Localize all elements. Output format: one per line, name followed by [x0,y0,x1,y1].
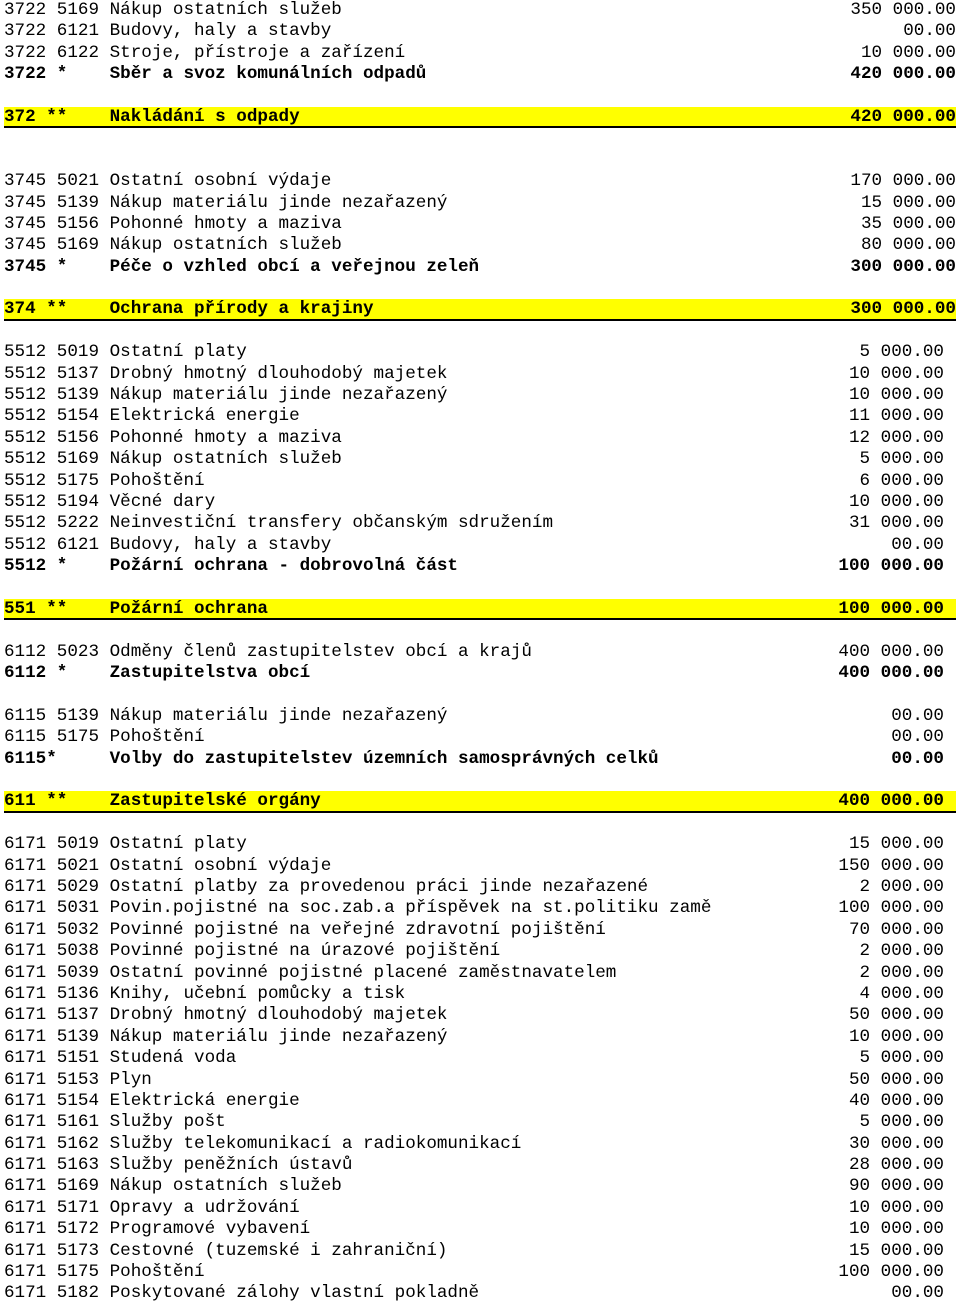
row-description: 3745 5021 Ostatní osobní výdaje [4,171,332,192]
budget-row [4,428,956,449]
row-description: 6171 5171 Opravy a udržování [4,1197,300,1218]
row-amount: 2 000.00 [859,877,944,898]
row-description: 5512 5156 Pohonné hmoty a maziva [4,427,342,448]
row-amount: 300 000.00 [850,256,956,277]
row-description: 6171 5151 Studená voda [4,1048,237,1069]
budget-row [4,1198,956,1219]
budget-row [4,0,956,21]
budget-row [4,43,956,64]
budget-row [4,984,956,1005]
budget-row [4,492,956,513]
budget-row [4,1070,956,1091]
budget-row [4,1005,956,1026]
row-amount: 4 000.00 [859,983,944,1004]
row-amount: 10 000.00 [860,42,956,63]
budget-row [4,1027,956,1048]
budget-row [4,1134,956,1155]
budget-row [4,941,956,962]
budget-row [4,193,956,214]
row-description: 6171 5139 Nákup materiálu jinde nezařazený [4,1026,448,1047]
row-amount: 15 000.00 [860,192,956,213]
spacer [4,86,956,107]
budget-row [4,1283,956,1304]
row-description: 6171 5162 Služby telekomunikací a radiokomunikací [4,1133,522,1154]
budget-row [4,898,956,919]
row-description: 6171 5137 Drobný hmotný dlouhodobý majetek [4,1005,448,1026]
row-amount: 00.00 [903,21,956,42]
spacer [4,620,956,641]
row-amount: 50 000.00 [848,1005,944,1026]
budget-row [4,1241,956,1262]
row-amount: 100 000.00 [838,898,944,919]
row-description: 5512 5154 Elektrická energie [4,406,300,427]
row-amount: 170 000.00 [850,171,956,192]
row-amount: 350 000.00 [850,0,956,20]
row-description: 611 ** Zastupitelské orgány [4,791,321,812]
row-description: 6171 5029 Ostatní platby za provedenou práci jinde nezařazené [4,877,649,898]
row-amount: 40 000.00 [848,1090,944,1111]
spacer [4,813,956,834]
row-amount: 5 000.00 [859,1112,944,1133]
budget-row [4,1155,956,1176]
row-amount: 5 000.00 [859,449,944,470]
row-description: 5512 5019 Ostatní platy [4,342,247,363]
subtotal-row [4,64,956,85]
row-description: 6171 5038 Povinné pojistné na úrazové pojištění [4,941,501,962]
row-amount: 00.00 [891,748,944,769]
group-total-row [4,299,956,320]
budget-row [4,727,956,748]
budget-row [4,214,956,235]
budget-row [4,963,956,984]
budget-row [4,1048,956,1069]
row-amount: 10 000.00 [848,1026,944,1047]
row-description: 3745 5156 Pohonné hmoty a maziva [4,213,342,234]
row-amount: 400 000.00 [838,791,944,812]
row-description: 3722 6121 Budovy, haly a stavby [4,21,332,42]
row-description: 372 ** Nakládání s odpady [4,106,300,127]
row-description: 6171 5169 Nákup ostatních služeb [4,1176,342,1197]
subtotal-row [4,257,956,278]
row-amount: 100 000.00 [838,556,944,577]
budget-row [4,449,956,470]
budget-row [4,1262,956,1283]
row-description: 6171 5163 Služby peněžních ústavů [4,1155,353,1176]
row-description: 6171 5154 Elektrická energie [4,1090,300,1111]
budget-row [4,1091,956,1112]
row-amount: 35 000.00 [860,213,956,234]
row-amount: 100 000.00 [838,598,944,619]
row-amount: 2 000.00 [859,962,944,983]
spacer [4,150,956,171]
row-description: 6115 5139 Nákup materiálu jinde nezařazený [4,705,448,726]
group-total-row [4,791,956,812]
row-amount: 00.00 [891,534,944,555]
row-amount: 5 000.00 [859,1048,944,1069]
row-description: 6171 5172 Programové vybavení [4,1219,311,1240]
budget-row [4,706,956,727]
budget-row [4,856,956,877]
row-description: 5512 5194 Věcné dary [4,491,216,512]
budget-row [4,1219,956,1240]
row-amount: 31 000.00 [848,513,944,534]
row-description: 3745 * Péče o vzhled obcí a veřejnou zeleň [4,256,480,277]
row-amount: 400 000.00 [838,641,944,662]
row-description: 6171 5173 Cestovné (tuzemské i zahraniční) [4,1240,448,1261]
row-description: 5512 6121 Budovy, haly a stavby [4,534,332,555]
budget-row [4,342,956,363]
row-amount: 12 000.00 [848,427,944,448]
row-amount: 10 000.00 [848,1219,944,1240]
budget-row [4,21,956,42]
spacer [4,278,956,299]
budget-row [4,385,956,406]
row-amount: 15 000.00 [848,1240,944,1261]
row-amount: 420 000.00 [850,106,956,127]
budget-row [4,513,956,534]
row-description: 5512 5137 Drobný hmotný dlouhodobý majetek [4,363,448,384]
row-amount: 6 000.00 [859,470,944,491]
row-amount: 90 000.00 [848,1176,944,1197]
row-amount: 00.00 [891,727,944,748]
row-amount: 300 000.00 [850,299,956,320]
spacer [4,321,956,342]
row-description: 6112 5023 Odměny členů zastupitelstev obcí a krajů [4,641,532,662]
row-description: 6171 5039 Ostatní povinné pojistné placené zaměstnavatelem [4,962,617,983]
group-total-row [4,599,956,620]
row-amount: 10 000.00 [848,363,944,384]
row-amount: 5 000.00 [859,342,944,363]
row-amount: 10 000.00 [848,1197,944,1218]
row-amount: 2 000.00 [859,941,944,962]
budget-row [4,834,956,855]
row-description: 6112 * Zastupitelstva obcí [4,663,311,684]
budget-row [4,877,956,898]
row-description: 6171 5031 Povin.pojistné na soc.zab.a příspěvek na st.politiku zamě [4,898,712,919]
row-amount: 28 000.00 [848,1155,944,1176]
row-amount: 150 000.00 [838,855,944,876]
budget-row [4,920,956,941]
row-amount: 10 000.00 [848,491,944,512]
row-description: 6171 5161 Služby pošt [4,1112,226,1133]
budget-row [4,1176,956,1197]
row-description: 3745 5139 Nákup materiálu jinde nezařazený [4,192,448,213]
row-amount: 10 000.00 [848,385,944,406]
row-amount: 100 000.00 [838,1262,944,1283]
budget-row [4,406,956,427]
row-amount: 00.00 [891,705,944,726]
group-total-row [4,107,956,128]
row-amount: 80 000.00 [860,235,956,256]
row-description: 6171 5021 Ostatní osobní výdaje [4,855,332,876]
row-description: 6171 5175 Pohoštění [4,1262,205,1283]
row-description: 5512 5139 Nákup materiálu jinde nezařazený [4,385,448,406]
row-description: 374 ** Ochrana přírody a krajiny [4,299,374,320]
row-description: 6171 5032 Povinné pojistné na veřejné zdravotní pojištění [4,919,606,940]
row-amount: 15 000.00 [848,834,944,855]
spacer [4,685,956,706]
row-amount: 70 000.00 [848,919,944,940]
row-description: 6171 5182 Poskytované zálohy vlastní pokladně [4,1283,480,1304]
budget-row [4,171,956,192]
row-description: 3745 5169 Nákup ostatních služeb [4,235,342,256]
row-description: 6171 5153 Plyn [4,1069,152,1090]
row-description: 3722 6122 Stroje, přístroje a zařízení [4,42,406,63]
row-description: 5512 5169 Nákup ostatních služeb [4,449,342,470]
row-description: 6115 5175 Pohoštění [4,727,205,748]
subtotal-row [4,556,956,577]
budget-row [4,642,956,663]
row-description: 6171 5136 Knihy, učební pomůcky a tisk [4,983,406,1004]
row-description: 5512 5175 Pohoštění [4,470,205,491]
row-description: 3722 5169 Nákup ostatních služeb [4,0,342,20]
row-amount: 11 000.00 [848,406,944,427]
budget-row [4,235,956,256]
spacer [4,770,956,791]
budget-row [4,535,956,556]
row-description: 5512 * Požární ochrana - dobrovolná část [4,556,458,577]
row-description: 6115* Volby do zastupitelstev územních samosprávných celků [4,748,659,769]
row-amount: 50 000.00 [848,1069,944,1090]
budget-row [4,471,956,492]
budget-document [4,0,956,1305]
row-amount: 00.00 [891,1283,944,1304]
row-amount: 400 000.00 [838,663,944,684]
subtotal-row [4,749,956,770]
spacer [4,578,956,599]
budget-row [4,1112,956,1133]
subtotal-row [4,663,956,684]
row-amount: 30 000.00 [848,1133,944,1154]
spacer [4,128,956,149]
row-description: 6171 5019 Ostatní platy [4,834,247,855]
row-description: 551 ** Požární ochrana [4,598,268,619]
budget-row [4,364,956,385]
row-description: 3722 * Sběr a svoz komunálních odpadů [4,64,427,85]
row-amount: 420 000.00 [850,64,956,85]
row-description: 5512 5222 Neinvestiční transfery občanským sdružením [4,513,554,534]
